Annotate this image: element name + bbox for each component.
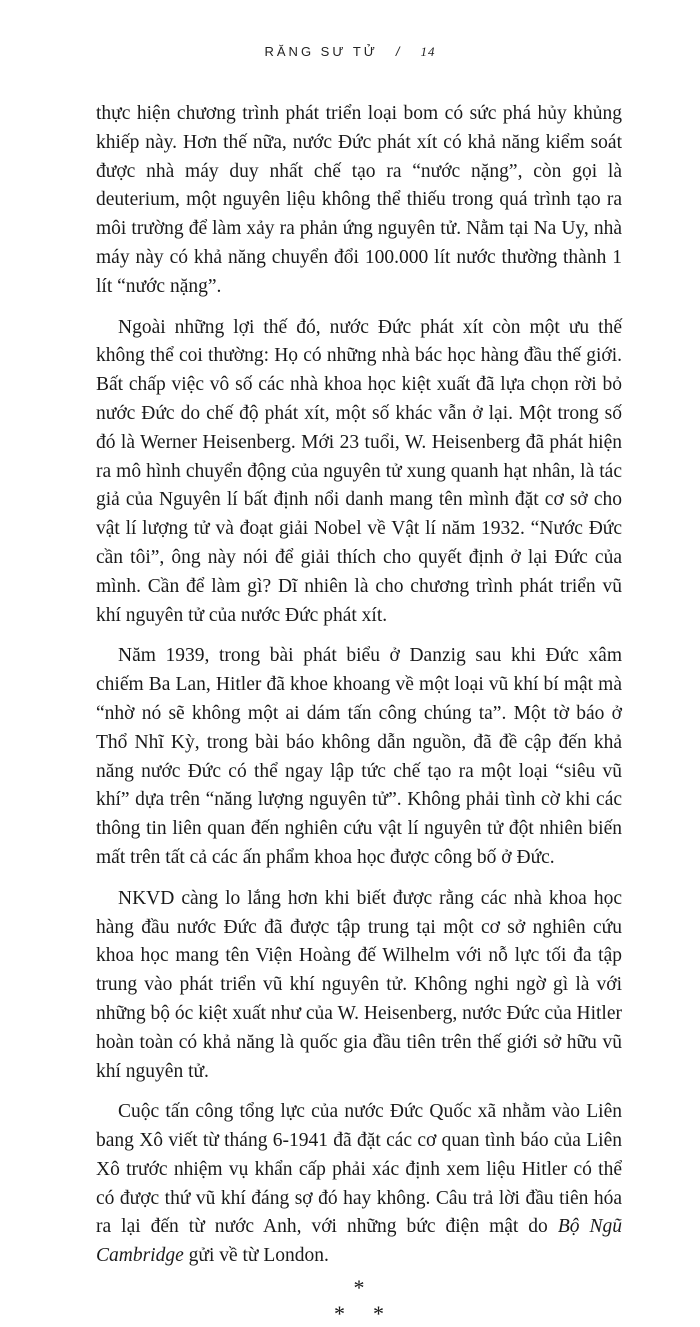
paragraph-heisenberg: Ngoài những lợi thế đó, nước Đức phát xít còn một ưu thế không thể coi thường: Họ có những nhà bác học hàng đầu thế giới. Bất chấp việc vô số các nhà khoa học kiệt xuất đã lựa chọn rời bỏ nước Đức do chế độ phát xít, một số khác vẫn ở lại. Một trong số đó là Werner Heisenberg. Mới 23 tuổi, W. Heisenberg đã phát hiện ra mô hình chuyển động của nguyên tử xung quanh hạt nhân, là tác giả của Nguyên lí bất định nổi danh mang tên mình đặt cơ sở cho vật lí lượng tử và đoạt giải Nobel về Vật lí năm 1932. “Nước Đức cần tôi”, ông này nói để giải thích cho quyết định ở lại Đức của mình. Cần để làm gì? Dĩ nhiên là cho chương trình phát triển vũ khí nguyên tử của nước Đức phát xít. [96,316,622,626]
running-header [0,44,700,60]
cambridge-five-title: Bộ Ngũ Cambridge [96,1216,622,1267]
paragraph-continued: thực hiện chương trình phát triển loại bom có sức phá hủy khủng khiếp này. Hơn thế nữa, nước Đức phát xít có khả năng kiểm soát được nhà máy duy nhất chế tạo ra “nước nặng”, còn gọi là deuterium, một nguyên liệu không thể thiếu trong quá trình tạo ra môi trường để làm xảy ra phản ứng nguyên tử. Nằm tại Na Uy, nhà máy này có khả năng chuyển đổi 100.000 lít nước thường thành 1 lít “nước nặng”. [96,103,622,297]
asterism-bottom-row [96,1301,622,1327]
asterism-right-star: * [373,1301,384,1327]
page-body [96,100,622,1327]
page-number: 14 [420,44,436,59]
running-title: RĂNG SƯ TỬ [264,44,378,59]
paragraph-nkvd: NKVD càng lo lắng hơn khi biết được rằng các nhà khoa học hàng đầu nước Đức đã được tập trung tại một cơ sở nghiên cứu khoa học mang tên Viện Hoàng đế Wilhelm với nỗ lực tối đa tập trung vào phát triển vũ khí nguyên tử. Không nghi ngờ gì là với những bộ óc kiệt xuất như của W. Heisenberg, nước Đức của Hitler hoàn toàn có khả năng là quốc gia đầu tiên trên thế giới sở hữu vũ khí nguyên tử. [96,887,622,1082]
paragraph-invasion [96,1098,622,1271]
paragraph-invasion-end: gửi về từ London. [183,1245,329,1267]
asterism-left-star: * [334,1301,345,1327]
asterism-top-star: * [353,1275,365,1301]
header-separator: / [395,44,403,59]
paragraph-hitler-speech: Năm 1939, trong bài phát biểu ở Danzig sau khi Đức xâm chiếm Ba Lan, Hitler đã khoe khoang về một loại vũ khí bí mật mà “nhờ nó sẽ không một ai dám tấn công chúng ta”. Một tờ báo ở Thổ Nhĩ Kỳ, trong bài báo không dẫn nguồn, đã đề cập đến khả năng nước Đức có thể ngay lập tức chế tạo ra một loại “siêu vũ khí” dựa trên “năng lượng nguyên tử”. Không phải tình cờ khi các thông tin liên quan đến nghiên cứu vật lí nguyên tử đột nhiên biến mất trên tất cả các ấn phẩm khoa học được công bố ở Đức. [96,645,622,868]
section-break-asterism [96,1275,622,1327]
paragraph-invasion-text: Cuộc tấn công tổng lực của nước Đức Quốc xã nhằm vào Liên bang Xô viết từ tháng 6-1941 đã đặt các cơ quan tình báo của Liên Xô trước nhiệm vụ khẩn cấp phải xác định xem liệu Hitler có thể có được thứ vũ khí đáng sợ đó hay không. Câu trả lời đầu tiên hóa ra lại đến từ nước Anh, với những bức điện mật do [96,1101,622,1238]
